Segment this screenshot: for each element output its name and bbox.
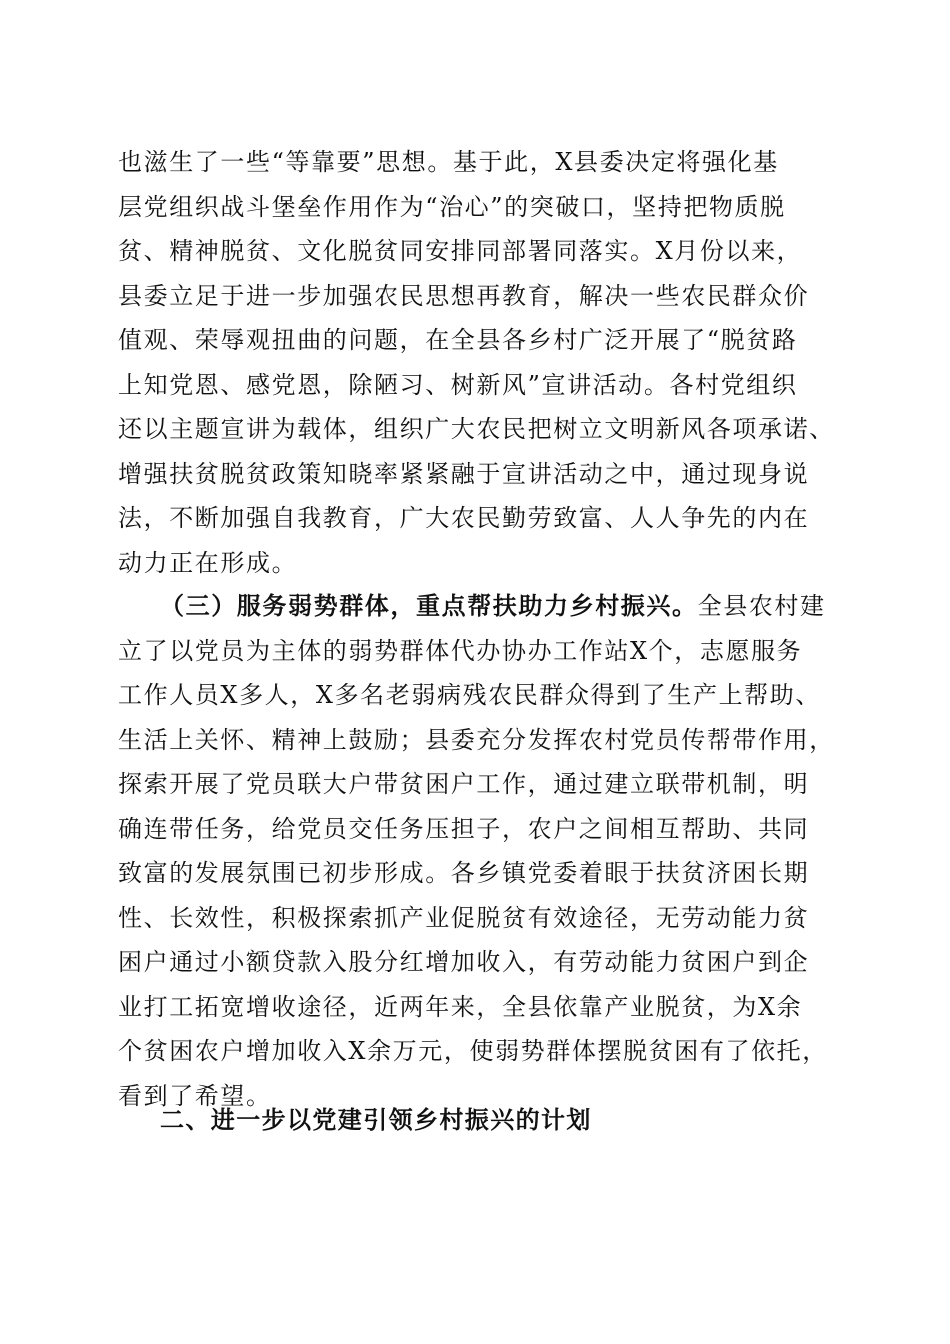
paragraph-1 <box>118 140 835 585</box>
paragraph-line: 法，不断加强自我教育，广大农民勤劳致富、人人争先的内在 <box>118 504 810 532</box>
paragraph-line: 上知党恩、感党恩，除陋习、树新风”宣讲活动。各村党组织 <box>118 370 798 399</box>
paragraph-line: 还以主题宣讲为载体，组织广大农民把树立文明新风各项承诺、 <box>118 415 835 443</box>
paragraph-line: 致富的发展氛围已初步形成。各乡镇党委着眼于扶贫济困长期 <box>118 859 810 887</box>
paragraph-line: 县委立足于进一步加强农民思想再教育，解决一些农民群众价 <box>118 281 810 310</box>
paragraph-line: 业打工拓宽增收途径，近两年来，全县依靠产业脱贫，为X余 <box>118 992 803 1021</box>
paragraph-line-rest: 全县农村建 <box>697 592 826 620</box>
paragraph-line: 动力正在形成。 <box>118 548 298 577</box>
subsection-heading: （三）服务弱势群体，重点帮扶助力乡村振兴。 <box>160 592 698 620</box>
paragraph-line: 个贫困农户增加收入X余万元，使弱势群体摆脱贫困有了依托， <box>118 1037 828 1065</box>
paragraph-line: 生活上关怀、精神上鼓励；县委充分发挥农村党员传帮带作用， <box>118 725 835 754</box>
paragraph-line: 确连带任务，给党员交任务压担子，农户之间相互帮助、共同 <box>118 814 810 843</box>
paragraph-line: 探索开展了党员联大户带贫困户工作，通过建立联带机制，明 <box>118 770 810 798</box>
paragraph-line: 增强扶贫脱贫政策知晓率紧紧融于宣讲活动之中，通过现身说 <box>118 459 810 488</box>
paragraph-line: 贫、精神脱贫、文化脱贫同安排同部署同落实。X月份以来， <box>118 237 803 265</box>
paragraph-first-line <box>118 584 830 629</box>
paragraph-2 <box>118 584 835 1118</box>
paragraph-line: 困户通过小额贷款入股分红增加收入，有劳动能力贫困户到企 <box>118 948 810 976</box>
section-heading: 二、进一步以党建引领乡村振兴的计划 <box>160 1106 592 1134</box>
paragraph-line: 性、长效性，积极探索抓产业促脱贫有效途径，无劳动能力贫 <box>118 903 810 932</box>
paragraph-line: 立了以党员为主体的弱势群体代办协办工作站X个，志愿服务 <box>118 636 803 665</box>
paragraph-line: 值观、荣辱观扭曲的问题，在全县各乡村广泛开展了“脱贫路 <box>118 326 798 354</box>
paragraph-line: 工作人员X多人，X多名老弱病残农民群众得到了生产上帮助、 <box>118 681 821 709</box>
paragraph-line: 看到了希望。 <box>118 1081 272 1110</box>
paragraph-line: 也滋生了一些“等靠要”思想。基于此，X县委决定将强化基 <box>118 148 779 176</box>
paragraph-line: 层党组织战斗堡垒作用作为“治心”的突破口，坚持把物质脱 <box>118 192 786 221</box>
